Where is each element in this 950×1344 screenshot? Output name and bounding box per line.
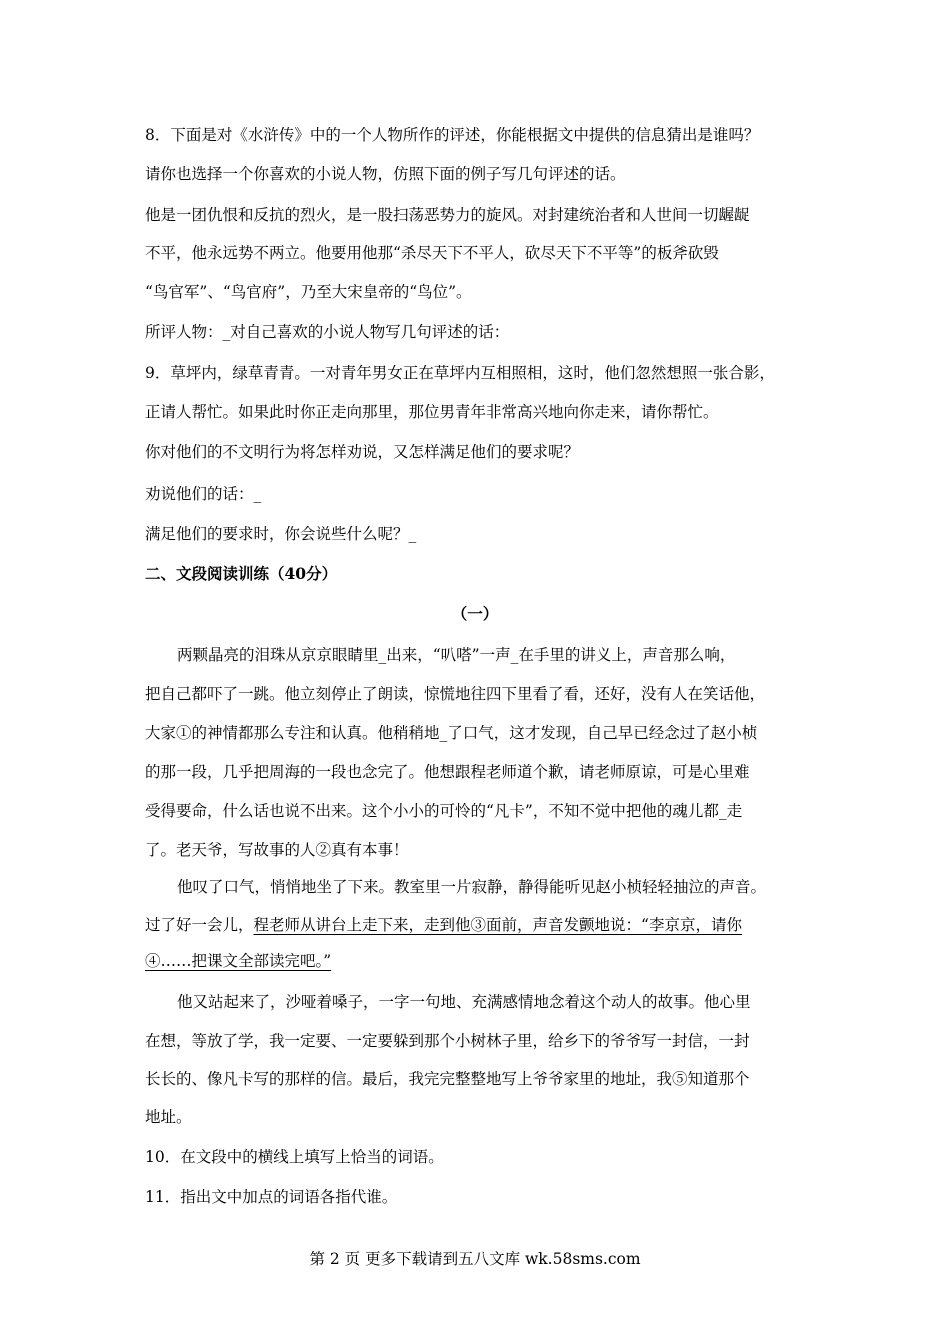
passage-para1-line-4: 的那一段，几乎把周海的一段也念完了。他想跟程老师道个歉，请老师原谅，可是心里难 [145,763,750,781]
question-9-line-3: 你对他们的不文明行为将怎样劝说，又怎样满足他们的要求呢？ [145,443,580,461]
example-line-1: 他是一团仇恨和反抗的烈火，是一股扫荡恶势力的旋风。对封建统治者和人世间一切龌龊 [145,206,750,224]
underlined-sentence-part-2: ④……把课文全部读完吧。” [145,952,332,970]
passage-para3-line-1: 他又站起来了，沙哑着嗓子，一字一句地、充满感情地念着这个动人的故事。他心里 [177,993,751,1011]
example-line-2: 不平，他永远势不两立。他要用他那“杀尽天下不平人，砍尽天下不平等”的板斧砍毁 [145,244,719,262]
passage-para1-line-1: 两颗晶亮的泪珠从京京眼睛里_出来，“叭嗒”一声_在手里的讲义上，声音那么响， [177,646,736,664]
question-9-line-2: 正请人帮忙。如果此时你正走向那里，那位男青年非常高兴地向你走来，请你帮忙。 [145,403,719,421]
passage-para1-line-3: 大家①的神情都那么专注和认真。他稍稍地_了口气，这才发现，自己早已经念过了赵小桢 [145,724,758,742]
passage-para3-line-4: 地址。 [145,1108,192,1126]
question-8-line-2: 请你也选择一个你喜欢的小说人物，仿照下面的例子写几句评述的话。 [145,165,626,183]
underlined-sentence-part-1: 程老师从讲台上走下来，走到他③面前，声音发颤地说：“李京京，请你 [253,916,742,934]
passage-para3-line-2: 在想，等放了学，我一定要、一定要躲到那个小树林子里，给乡下的爷爷写一封信，一封 [145,1032,750,1050]
example-line-3: “鸟官军”、“鸟官府”，乃至大宋皇帝的“鸟位”。 [145,283,472,301]
passage-para2-line-1: 他叹了口气，悄悄地坐了下来。教室里一片寂静，静得能听见赵小桢轻轻抽泣的声音。 [177,878,767,896]
passage-para1-line-2: 把自己都吓了一跳。他立刻停止了朗读，惊慌地往四下里看了看，还好，没有人在笑话他， [145,685,766,703]
passage-para1-line-6: 了。老天爷，写故事的人②真有本事！ [145,841,409,859]
passage-para2-line-2 [145,915,742,935]
question-11: 11．指出文中加点的词语各指代谁。 [145,1188,398,1206]
passage-number: （一） [451,604,499,623]
section-heading: 二、文段阅读训练（40分） [145,564,338,583]
answer-prompt-9b: 满足他们的要求时，你会说些什么呢？_ [145,525,417,543]
passage-para3-line-3: 长长的、像凡卡写的那样的信。最后，我完完整整地写上爷爷家里的地址，我⑤知道那个 [145,1070,750,1088]
question-9-line-1: 9．草坪内，绿草青青。一对青年男女正在草坪内互相照相，这时，他们忽然想照一张合影， [145,364,775,382]
page-footer: 第 2 页 更多下载请到五八文库 wk.58sms.com [309,1250,641,1268]
passage-para2-lead: 过了好一会儿， [145,916,254,934]
question-10: 10．在文段中的横线上填写上恰当的词语。 [145,1148,444,1166]
question-8-line-1: 8．下面是对《水浒传》中的一个人物所作的评述，你能根据文中提供的信息猜出是谁吗？ [145,126,760,144]
answer-prompt-9a: 劝说他们的话：_ [145,485,262,503]
passage-para1-line-5: 受得要命，什么话也说不出来。这个小小的可怜的“凡卡”，不知不觉中把他的魂儿都_走 [145,802,743,820]
answer-prompt-8: 所评人物：_对自己喜欢的小说人物写几句评述的话： [145,323,510,341]
